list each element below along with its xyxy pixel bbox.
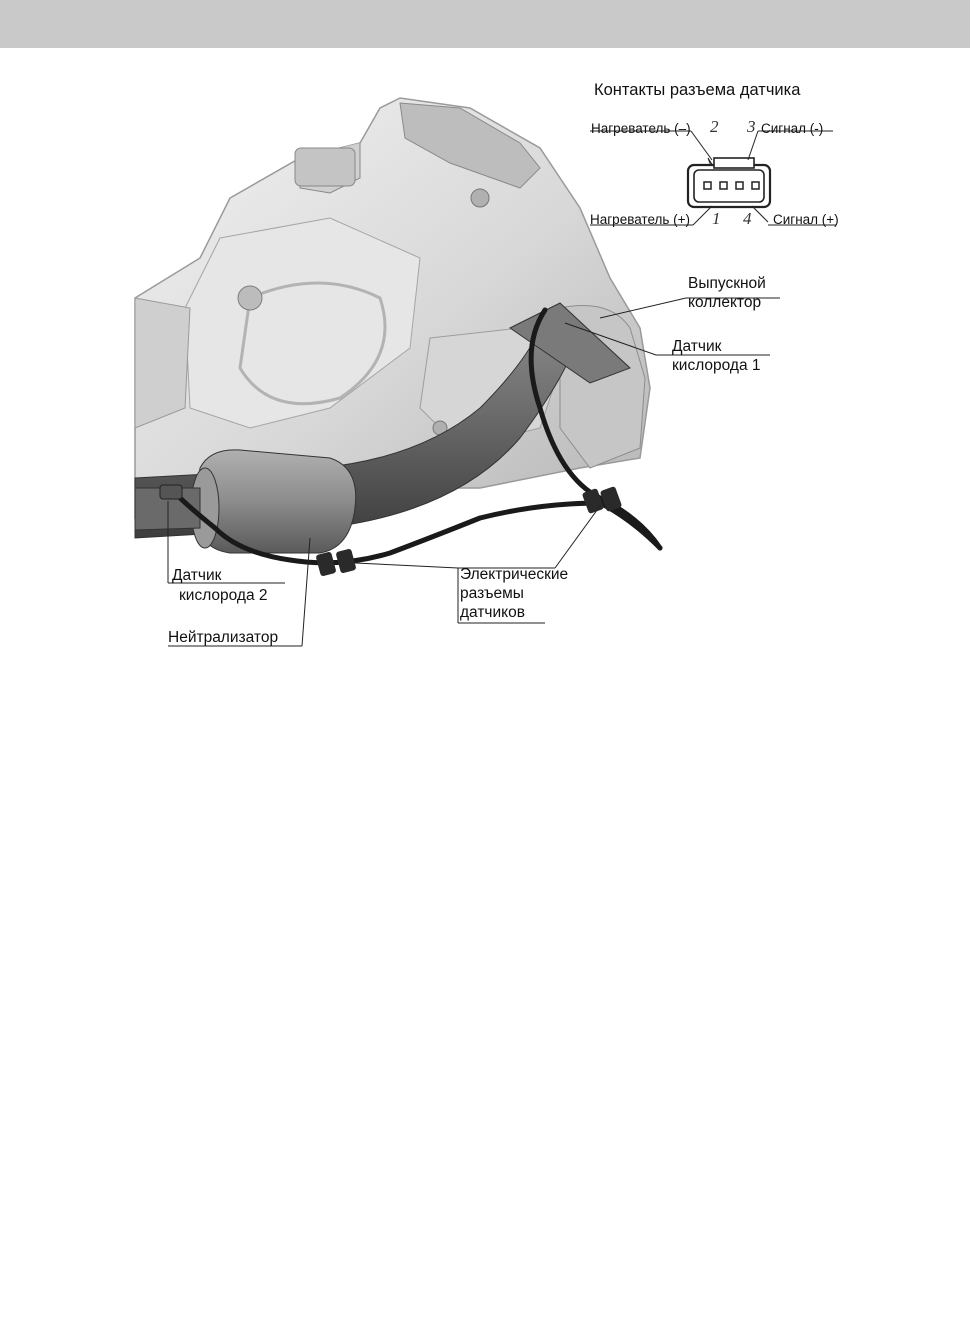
- pin-1-label: 1: [712, 209, 721, 228]
- electrical-connectors-label-line-2: разъемы: [460, 585, 524, 602]
- electrical-connectors-label-line-1: Электрические: [460, 566, 569, 583]
- heater-minus-label: Нагреватель (–): [591, 121, 691, 136]
- oxygen-sensor-2-label-line-2: кислорода 2: [179, 587, 268, 604]
- oxygen-sensor-2-label-line-1: Датчик: [172, 567, 222, 584]
- heater-plus-label: Нагреватель (+): [590, 212, 691, 227]
- exhaust-manifold-label-line-2: коллектор: [688, 294, 762, 311]
- engine-exhaust-illustration: [0, 48, 970, 688]
- pin-4-label: 4: [743, 209, 752, 228]
- catalyst-label: Нейтрализатор: [168, 629, 279, 646]
- page-header-band: [0, 0, 970, 48]
- signal-minus-label: Сигнал (-): [761, 121, 824, 136]
- exhaust-manifold-label-line-1: Выпускной: [688, 275, 766, 292]
- pin-2-label: 2: [710, 117, 719, 136]
- oxygen-sensor-1-label-line-2: кислорода 1: [672, 357, 761, 374]
- electrical-connectors-label-line-3: датчиков: [460, 604, 525, 621]
- signal-plus-label: Сигнал (+): [773, 212, 839, 227]
- oxygen-sensor-1-label-line-1: Датчик: [672, 338, 722, 355]
- connector-title: Контакты разъема датчика: [594, 81, 801, 99]
- pin-3-label: 3: [747, 117, 756, 136]
